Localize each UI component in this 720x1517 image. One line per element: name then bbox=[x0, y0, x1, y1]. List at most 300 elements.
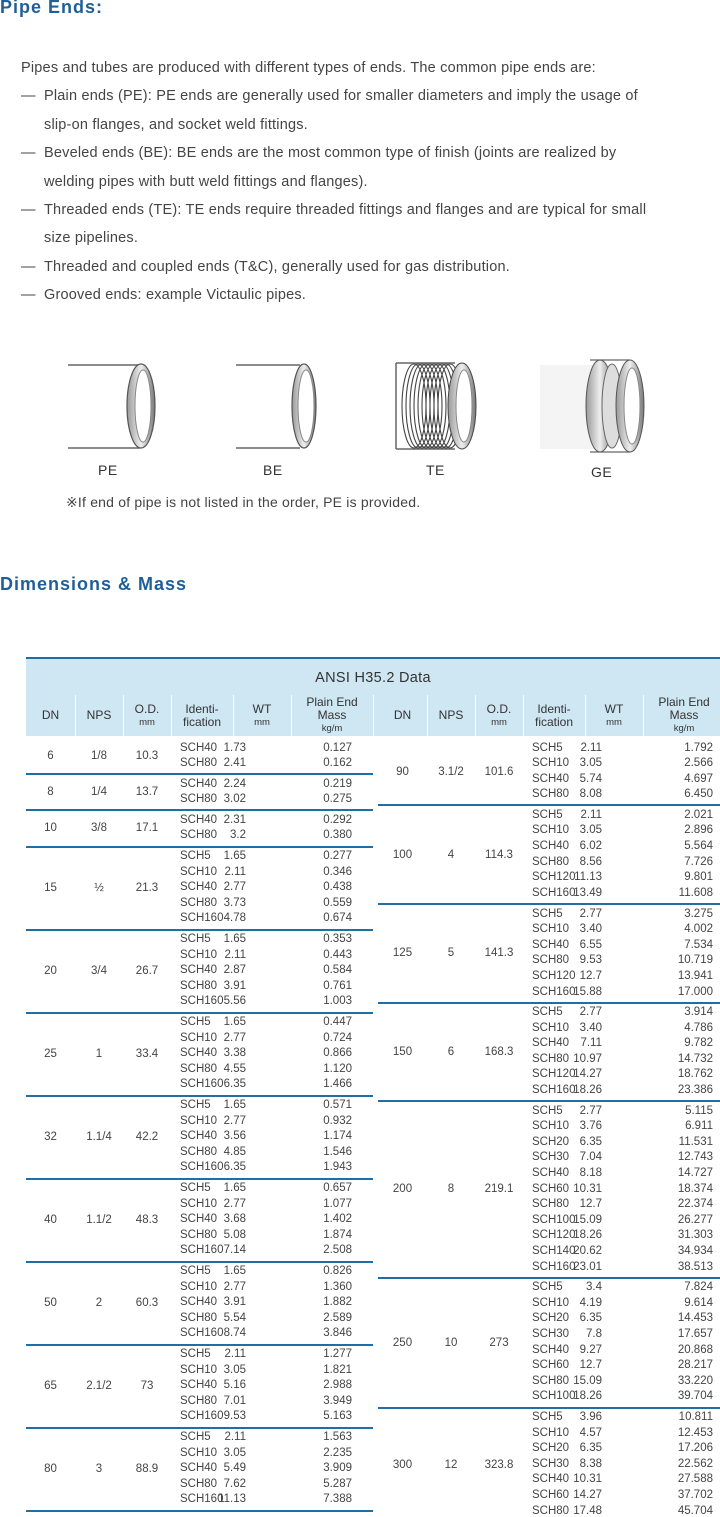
cell-od: 33.4 bbox=[135, 1048, 159, 1061]
header-text: Mass bbox=[669, 708, 699, 722]
cell-wt: 1.65 bbox=[223, 850, 246, 863]
cell-mass: 3.949 bbox=[323, 1394, 352, 1407]
cell-wt: 11.13 bbox=[218, 1493, 246, 1506]
cell-nps: 1 bbox=[95, 1048, 103, 1061]
cell-wt: 8.74 bbox=[223, 1327, 246, 1340]
cell-wt: 14.27 bbox=[573, 1068, 602, 1081]
cell-wt: 4.55 bbox=[223, 1062, 246, 1075]
pipe-ends-heading: Pipe Ends: bbox=[0, 0, 104, 17]
cell-mass: 5.287 bbox=[323, 1477, 352, 1490]
group-divider bbox=[26, 1510, 373, 1512]
cell-identification: SCH160 bbox=[180, 1327, 224, 1340]
cell-wt: 1.73 bbox=[223, 741, 246, 754]
cell-wt: 9.53 bbox=[579, 954, 602, 967]
cell-mass: 0.277 bbox=[323, 850, 352, 863]
cell-identification: SCH20 bbox=[532, 1442, 570, 1455]
header-divider bbox=[123, 695, 124, 736]
cell-wt: 6.35 bbox=[223, 1078, 246, 1091]
cell-wt: 3.40 bbox=[579, 1021, 602, 1034]
header-divider bbox=[585, 695, 586, 736]
header-text: Identi- bbox=[537, 701, 571, 716]
cell-wt: 1.65 bbox=[223, 1265, 246, 1278]
cell-mass: 10.719 bbox=[677, 954, 713, 967]
cell-mass: 17.657 bbox=[677, 1328, 713, 1341]
cell-identification: SCH60 bbox=[532, 1489, 570, 1502]
cell-identification: SCH20 bbox=[532, 1312, 570, 1325]
header-cell bbox=[171, 695, 233, 736]
cell-identification: SCH80 bbox=[180, 793, 218, 806]
cell-wt: 5.08 bbox=[223, 1228, 246, 1241]
pe-pipe-icon bbox=[68, 364, 155, 448]
cell-nps: 2.1/2 bbox=[86, 1380, 112, 1393]
cell-wt: 3.05 bbox=[223, 1446, 246, 1459]
cell-identification: SCH40 bbox=[180, 813, 218, 826]
header-text: NPS bbox=[86, 708, 112, 722]
cell-mass: 1.546 bbox=[323, 1145, 352, 1158]
cell-mass: 2.021 bbox=[684, 808, 713, 821]
header-text: O.D. bbox=[486, 701, 512, 716]
cell-wt: 5.56 bbox=[223, 995, 246, 1008]
header-cell bbox=[643, 695, 720, 736]
cell-mass: 0.438 bbox=[323, 881, 352, 894]
be-label: BE bbox=[263, 462, 283, 478]
cell-mass: 13.941 bbox=[677, 969, 713, 982]
bullet-text: Threaded and coupled ends (T&C), generally used for gas distribution. bbox=[44, 258, 510, 275]
cell-mass: 0.932 bbox=[323, 1114, 352, 1127]
cell-identification: SCH5 bbox=[532, 907, 563, 920]
cell-wt: 2.41 bbox=[223, 757, 246, 770]
cell-identification: SCH80 bbox=[180, 979, 218, 992]
cell-identification: SCH5 bbox=[180, 1431, 211, 1444]
cell-mass: 4.002 bbox=[684, 923, 713, 936]
cell-od: 10.3 bbox=[135, 750, 159, 763]
cell-wt: 7.14 bbox=[223, 1244, 246, 1257]
bullet-text: Plain ends (PE): PE ends are generally used for smaller diameters and imply the usage of bbox=[44, 88, 638, 105]
cell-identification: SCH120 bbox=[532, 1229, 576, 1242]
pe-label: PE bbox=[98, 462, 118, 478]
cell-identification: SCH10 bbox=[180, 948, 218, 961]
header-divider bbox=[291, 695, 292, 736]
header-text: mm bbox=[491, 716, 507, 728]
header-text: kg/m bbox=[673, 723, 695, 734]
cell-wt: 1.65 bbox=[223, 1099, 246, 1112]
cell-mass: 1.003 bbox=[323, 995, 352, 1008]
table-row-group bbox=[26, 810, 373, 846]
cell-wt: 2.11 bbox=[580, 741, 602, 754]
cell-mass: 17.000 bbox=[677, 985, 713, 998]
cell-dn: 32 bbox=[44, 1131, 57, 1144]
cell-od: 17.1 bbox=[135, 822, 159, 835]
cell-identification: SCH10 bbox=[532, 757, 570, 770]
cell-wt: 6.35 bbox=[223, 1161, 246, 1174]
header-cell bbox=[26, 695, 75, 736]
cell-identification: SCH40 bbox=[180, 1296, 218, 1309]
cell-wt: 2.77 bbox=[579, 1104, 602, 1117]
cell-wt: 3.05 bbox=[579, 824, 602, 837]
cell-od: 13.7 bbox=[135, 786, 159, 799]
cell-mass: 18.762 bbox=[677, 1068, 713, 1081]
cell-mass: 0.447 bbox=[323, 1016, 352, 1029]
cell-identification: SCH80 bbox=[180, 1145, 218, 1158]
header-text: DN bbox=[393, 708, 412, 722]
cell-identification: SCH30 bbox=[532, 1328, 570, 1341]
cell-wt: 20.62 bbox=[573, 1245, 602, 1258]
header-text: WT bbox=[604, 701, 624, 716]
cell-identification: SCH100 bbox=[532, 1390, 576, 1403]
cell-identification: SCH5 bbox=[180, 933, 211, 946]
cell-mass: 5.564 bbox=[684, 840, 713, 853]
cell-wt: 5.16 bbox=[223, 1379, 246, 1392]
cell-dn: 200 bbox=[392, 1183, 413, 1196]
cell-mass: 7.726 bbox=[684, 855, 713, 868]
cell-wt: 1.65 bbox=[223, 1016, 246, 1029]
dash-marker: — bbox=[21, 88, 36, 105]
cell-identification: SCH80 bbox=[180, 1228, 218, 1241]
cell-wt: 2.87 bbox=[223, 964, 246, 977]
cell-dn: 80 bbox=[44, 1463, 57, 1476]
cell-nps: 12 bbox=[444, 1458, 458, 1471]
cell-identification: SCH80 bbox=[532, 855, 570, 868]
cell-identification: SCH80 bbox=[532, 1198, 570, 1211]
cell-mass: 11.531 bbox=[678, 1135, 713, 1148]
cell-wt: 2.77 bbox=[579, 907, 602, 920]
cell-wt: 2.77 bbox=[223, 1197, 246, 1210]
cell-wt: 4.78 bbox=[223, 912, 246, 925]
cell-identification: SCH160 bbox=[180, 912, 224, 925]
cell-od: 114.3 bbox=[485, 848, 513, 861]
cell-mass: 3.846 bbox=[323, 1327, 352, 1340]
cell-identification: SCH5 bbox=[532, 1006, 563, 1019]
cell-mass: 3.275 bbox=[684, 907, 713, 920]
cell-identification: SCH30 bbox=[532, 1151, 570, 1164]
cell-mass: 38.513 bbox=[677, 1260, 713, 1273]
cell-wt: 9.53 bbox=[223, 1410, 246, 1423]
cell-mass: 1.360 bbox=[323, 1280, 352, 1293]
cell-mass: 2.508 bbox=[323, 1244, 352, 1257]
cell-wt: 3.05 bbox=[579, 757, 602, 770]
cell-identification: SCH80 bbox=[180, 757, 218, 770]
cell-mass: 1.174 bbox=[323, 1130, 352, 1143]
cell-mass: 0.866 bbox=[323, 1047, 352, 1060]
header-text: DN bbox=[41, 708, 60, 722]
cell-nps: 3/4 bbox=[91, 965, 107, 978]
cell-mass: 28.217 bbox=[677, 1359, 713, 1372]
cell-identification: SCH5 bbox=[180, 1182, 211, 1195]
cell-dn: 20 bbox=[44, 965, 57, 978]
cell-wt: 1.65 bbox=[223, 933, 246, 946]
cell-identification: SCH5 bbox=[532, 741, 563, 754]
cell-nps: 10 bbox=[444, 1336, 458, 1349]
ge-label: GE bbox=[591, 464, 613, 480]
cell-wt: 10.31 bbox=[573, 1182, 602, 1195]
cell-mass: 1.563 bbox=[323, 1431, 352, 1444]
cell-wt: 2.77 bbox=[223, 1280, 246, 1293]
cell-identification: SCH140 bbox=[532, 1245, 576, 1258]
header-cell bbox=[233, 695, 291, 736]
cell-identification: SCH80 bbox=[532, 1374, 570, 1387]
cell-mass: 17.206 bbox=[677, 1442, 713, 1455]
cell-identification: SCH80 bbox=[180, 1477, 218, 1490]
cell-mass: 1.277 bbox=[323, 1348, 352, 1361]
te-label: TE bbox=[426, 462, 445, 478]
cell-identification: SCH100 bbox=[532, 1213, 576, 1226]
cell-mass: 33.220 bbox=[677, 1374, 713, 1387]
cell-wt: 7.8 bbox=[586, 1328, 602, 1341]
cell-identification: SCH5 bbox=[532, 1411, 563, 1424]
header-divider bbox=[171, 695, 172, 736]
cell-identification: SCH60 bbox=[532, 1182, 570, 1195]
bullet-text: Threaded ends (TE): TE ends require threaded fittings and flanges and are typical for small bbox=[44, 202, 647, 219]
cell-nps: 3/8 bbox=[91, 822, 107, 835]
cell-wt: 7.04 bbox=[579, 1151, 602, 1164]
header-cell bbox=[123, 695, 171, 736]
cell-mass: 26.277 bbox=[677, 1213, 713, 1226]
cell-identification: SCH160 bbox=[532, 1260, 576, 1273]
cell-mass: 0.761 bbox=[323, 979, 352, 992]
cell-wt: 6.55 bbox=[579, 938, 602, 951]
cell-wt: 15.09 bbox=[573, 1374, 602, 1387]
bullet-text: slip-on flanges, and socket weld fittings. bbox=[44, 116, 308, 133]
header-divider bbox=[523, 695, 524, 736]
table-row-group bbox=[26, 1428, 373, 1511]
cell-mass: 0.571 bbox=[323, 1099, 352, 1112]
cell-mass: 3.909 bbox=[323, 1462, 352, 1475]
cell-mass: 12.743 bbox=[677, 1151, 713, 1164]
table-caption: ANSI H35.2 Data bbox=[26, 659, 720, 695]
bullet-line bbox=[21, 139, 711, 167]
cell-od: 323.8 bbox=[484, 1458, 514, 1471]
cell-wt: 3.38 bbox=[223, 1047, 246, 1060]
table-row-group bbox=[26, 1262, 373, 1345]
cell-wt: 4.57 bbox=[579, 1426, 602, 1439]
header-cell bbox=[291, 695, 373, 736]
cell-wt: 2.77 bbox=[223, 1114, 246, 1127]
cell-identification: SCH80 bbox=[180, 896, 218, 909]
cell-mass: 0.443 bbox=[323, 948, 352, 961]
bullet-line bbox=[21, 82, 711, 110]
cell-mass: 22.374 bbox=[677, 1198, 713, 1211]
cell-mass: 6.911 bbox=[685, 1120, 713, 1133]
header-text: Mass bbox=[317, 708, 347, 722]
cell-wt: 3.05 bbox=[223, 1363, 246, 1376]
cell-wt: 3.4 bbox=[586, 1281, 602, 1294]
cell-identification: SCH40 bbox=[532, 1167, 570, 1180]
table-row-group bbox=[378, 1101, 720, 1278]
header-cell bbox=[475, 695, 523, 736]
cell-wt: 12.7 bbox=[579, 1359, 602, 1372]
cell-wt: 5.74 bbox=[579, 772, 602, 785]
cell-wt: 3.91 bbox=[223, 979, 246, 992]
cell-dn: 10 bbox=[44, 822, 57, 835]
te-pipe-icon bbox=[396, 363, 476, 449]
header-text: Plain End bbox=[306, 695, 358, 709]
cell-mass: 0.559 bbox=[323, 896, 352, 909]
cell-wt: 3.40 bbox=[579, 923, 602, 936]
cell-mass: 37.702 bbox=[677, 1489, 713, 1502]
be-pipe-icon bbox=[236, 364, 316, 448]
cell-mass: 34.934 bbox=[677, 1245, 713, 1258]
bullet-line bbox=[21, 196, 711, 224]
cell-identification: SCH80 bbox=[180, 1311, 218, 1324]
cell-wt: 7.62 bbox=[223, 1477, 246, 1490]
cell-identification: SCH80 bbox=[532, 1504, 570, 1517]
cell-wt: 14.27 bbox=[573, 1489, 602, 1502]
cell-identification: SCH40 bbox=[180, 1213, 218, 1226]
cell-identification: SCH40 bbox=[180, 741, 218, 754]
cell-wt: 3.76 bbox=[579, 1120, 602, 1133]
cell-od: 88.9 bbox=[135, 1463, 159, 1476]
bullet-line bbox=[21, 111, 711, 139]
header-divider bbox=[643, 695, 644, 736]
cell-identification: SCH60 bbox=[532, 1359, 570, 1372]
cell-identification: SCH160 bbox=[180, 1161, 224, 1174]
cell-identification: SCH120 bbox=[532, 969, 576, 982]
table-row-group bbox=[26, 1179, 373, 1262]
table-row-group bbox=[26, 930, 373, 1013]
table-row-group bbox=[378, 738, 720, 805]
cell-nps: 1.1/4 bbox=[86, 1131, 112, 1144]
cell-mass: 18.374 bbox=[677, 1182, 713, 1195]
cell-wt: 3.91 bbox=[223, 1296, 246, 1309]
cell-nps: 5 bbox=[447, 947, 455, 960]
header-cell bbox=[427, 695, 475, 736]
cell-dn: 25 bbox=[44, 1048, 57, 1061]
cell-od: 48.3 bbox=[135, 1214, 159, 1227]
cell-identification: SCH40 bbox=[532, 1473, 570, 1486]
header-divider bbox=[427, 695, 428, 736]
header-text: fication bbox=[534, 714, 574, 729]
cell-mass: 14.727 bbox=[677, 1167, 713, 1180]
cell-identification: SCH80 bbox=[532, 954, 570, 967]
cell-wt: 7.11 bbox=[580, 1037, 602, 1050]
cell-wt: 3.68 bbox=[223, 1213, 246, 1226]
cell-mass: 20.868 bbox=[677, 1343, 713, 1356]
cell-identification: SCH10 bbox=[532, 1120, 570, 1133]
cell-mass: 9.801 bbox=[684, 871, 713, 884]
cell-mass: 4.786 bbox=[684, 1021, 713, 1034]
cell-mass: 0.353 bbox=[323, 933, 352, 946]
cell-identification: SCH10 bbox=[532, 824, 570, 837]
cell-identification: SCH160 bbox=[180, 1078, 224, 1091]
cell-wt: 6.35 bbox=[579, 1135, 602, 1148]
header-text: Plain End bbox=[658, 695, 710, 709]
cell-identification: SCH40 bbox=[180, 1130, 218, 1143]
header-text: NPS bbox=[438, 708, 464, 722]
cell-wt: 2.11 bbox=[224, 1431, 246, 1444]
cell-mass: 1.874 bbox=[323, 1228, 352, 1241]
cell-wt: 10.97 bbox=[573, 1052, 602, 1065]
cell-wt: 5.49 bbox=[223, 1462, 246, 1475]
cell-mass: 5.115 bbox=[685, 1104, 713, 1117]
cell-identification: SCH5 bbox=[532, 1281, 563, 1294]
cell-mass: 0.724 bbox=[323, 1031, 352, 1044]
cell-mass: 1.792 bbox=[684, 741, 713, 754]
cell-mass: 0.674 bbox=[323, 912, 352, 925]
cell-mass: 6.450 bbox=[684, 788, 713, 801]
cell-od: 60.3 bbox=[135, 1297, 159, 1310]
cell-identification: SCH10 bbox=[532, 1426, 570, 1439]
cell-mass: 1.882 bbox=[323, 1296, 352, 1309]
cell-mass: 27.588 bbox=[677, 1473, 713, 1486]
cell-dn: 90 bbox=[396, 765, 409, 778]
cell-mass: 11.608 bbox=[678, 886, 713, 899]
cell-wt: 3.02 bbox=[223, 793, 246, 806]
cell-identification: SCH80 bbox=[532, 1052, 570, 1065]
cell-identification: SCH5 bbox=[180, 1016, 211, 1029]
cell-identification: SCH10 bbox=[532, 1021, 570, 1034]
cell-dn: 250 bbox=[392, 1336, 413, 1349]
cell-wt: 5.54 bbox=[223, 1311, 246, 1324]
cell-identification: SCH10 bbox=[180, 1197, 218, 1210]
cell-wt: 15.09 bbox=[573, 1213, 602, 1226]
header-divider bbox=[233, 695, 234, 736]
intro-text: Pipes and tubes are produced with different types of ends. The common pipe ends are: bbox=[21, 60, 596, 76]
cell-identification: SCH160 bbox=[180, 1244, 224, 1257]
bullet-text: welding pipes with butt weld fittings and flanges). bbox=[44, 173, 368, 190]
pe-default-note: ※If end of pipe is not listed in the order, PE is provided. bbox=[66, 494, 421, 510]
cell-mass: 10.811 bbox=[678, 1411, 713, 1424]
cell-mass: 5.163 bbox=[323, 1410, 352, 1423]
cell-mass: 1.402 bbox=[323, 1213, 352, 1226]
cell-identification: SCH10 bbox=[180, 865, 218, 878]
cell-identification: SCH40 bbox=[180, 881, 218, 894]
table-row-group bbox=[26, 1345, 373, 1428]
cell-mass: 9.782 bbox=[684, 1037, 713, 1050]
dash-marker: — bbox=[21, 145, 36, 162]
cell-identification: SCH30 bbox=[532, 1457, 570, 1470]
cell-identification: SCH5 bbox=[180, 1348, 211, 1361]
cell-od: 21.3 bbox=[135, 882, 159, 895]
cell-wt: 18.26 bbox=[573, 1229, 602, 1242]
cell-identification: SCH120 bbox=[532, 1068, 576, 1081]
bullet-text: size pipelines. bbox=[44, 230, 139, 247]
header-text: WT bbox=[252, 701, 272, 716]
cell-dn: 300 bbox=[392, 1458, 413, 1471]
header-text: mm bbox=[606, 716, 622, 728]
cell-mass: 2.566 bbox=[684, 757, 713, 770]
cell-identification: SCH160 bbox=[180, 1493, 224, 1506]
cell-od: 219.1 bbox=[484, 1183, 514, 1196]
cell-mass: 1.943 bbox=[323, 1161, 352, 1174]
cell-nps: 3 bbox=[95, 1463, 103, 1476]
cell-mass: 7.824 bbox=[684, 1281, 713, 1294]
bullet-line bbox=[21, 168, 711, 196]
cell-mass: 0.657 bbox=[323, 1182, 352, 1195]
cell-identification: SCH40 bbox=[532, 772, 570, 785]
cell-mass: 1.120 bbox=[323, 1062, 352, 1075]
cell-dn: 125 bbox=[392, 947, 413, 960]
cell-mass: 3.914 bbox=[684, 1006, 713, 1019]
cell-identification: SCH160 bbox=[180, 995, 224, 1008]
cell-mass: 39.704 bbox=[677, 1390, 713, 1403]
cell-mass: 9.614 bbox=[684, 1296, 713, 1309]
cell-dn: 40 bbox=[44, 1214, 57, 1227]
cell-wt: 15.88 bbox=[573, 985, 602, 998]
table-row-group bbox=[378, 904, 720, 1003]
bullet-line bbox=[21, 224, 711, 252]
cell-wt: 2.11 bbox=[224, 948, 246, 961]
table-row-group bbox=[26, 1013, 373, 1096]
cell-wt: 17.48 bbox=[573, 1504, 602, 1517]
table-row-group bbox=[26, 847, 373, 930]
cell-wt: 3.73 bbox=[223, 896, 246, 909]
cell-wt: 2.11 bbox=[224, 865, 246, 878]
cell-dn: 15 bbox=[44, 882, 57, 895]
cell-mass: 22.562 bbox=[677, 1457, 713, 1470]
table-row-group bbox=[378, 1003, 720, 1102]
cell-identification: SCH40 bbox=[180, 1047, 218, 1060]
cell-od: 101.6 bbox=[484, 765, 514, 778]
